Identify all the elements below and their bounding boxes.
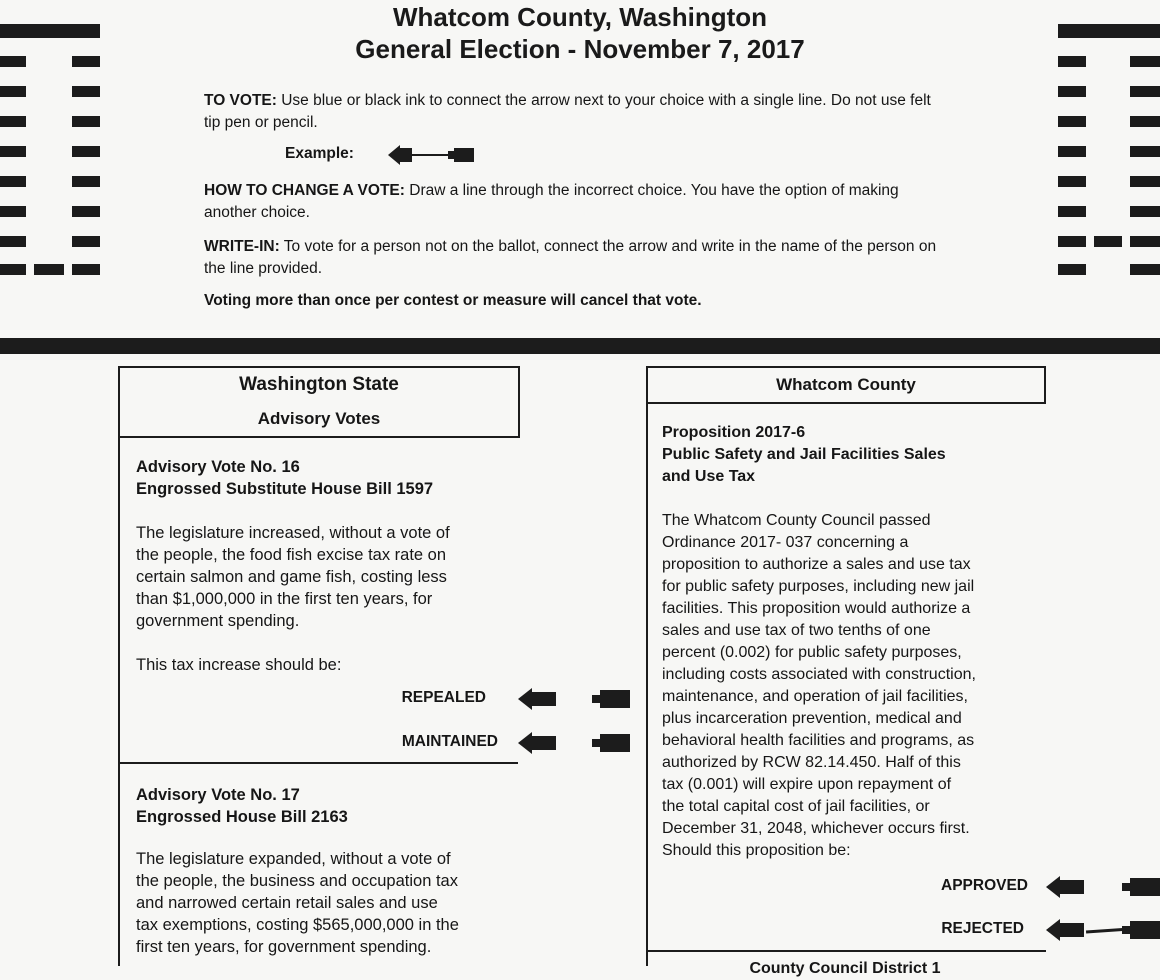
advisory-vote-17-text-line: and narrowed certain retail sales and use	[136, 894, 438, 912]
proposition-text-line: tax (0.001) will expire upon repayment of	[662, 776, 952, 793]
proposition-title-line: Proposition 2017-6	[662, 424, 806, 441]
proposition-text-line: proposition to authorize a sales and use tax	[662, 556, 971, 573]
advisory-vote-16-bill: Engrossed Substitute House Bill 1597	[136, 480, 434, 498]
to-vote-text: Use blue or black ink to connect the arrow next to your choice with a single line. Do not use felt tip pen or pencil.	[204, 92, 931, 131]
example-connected-arrow-icon	[388, 148, 474, 162]
proposition-2017-6	[662, 422, 1052, 862]
to-vote-label: TO VOTE:	[204, 92, 277, 109]
state-left-border	[118, 436, 120, 966]
proposition-text-line: including costs associated with construction,	[662, 666, 976, 683]
proposition-text-line: plus incarceration prevention, medical and	[662, 710, 962, 727]
proposition-text-line: The Whatcom County Council passed	[662, 512, 931, 529]
proposition-text-line: facilities. This proposition would authorize a	[662, 600, 971, 617]
proposition-text-line: authorized by RCW 82.14.450. Half of this	[662, 754, 961, 771]
proposition-title-line: and Use Tax	[662, 468, 756, 485]
advisory-vote-16-text-line: than $1,000,000 in the first ten years, for	[136, 590, 433, 608]
advisory-vote-17-title: Advisory Vote No. 17	[136, 786, 300, 804]
advisory-vote-17	[136, 784, 516, 958]
state-header: Washington State	[239, 374, 399, 395]
proposition-text-line: sales and use tax of two tenths of one	[662, 622, 931, 639]
option-approved-label: APPROVED	[941, 877, 1028, 894]
ballot-title-line1: Whatcom County, Washington	[392, 2, 768, 32]
proposition-text-line: percent (0.002) for public safety purposes,	[662, 644, 962, 661]
option-maintained-arrow-tail[interactable]	[600, 734, 630, 752]
write-in-text: To vote for a person not on the ballot, connect the arrow and write in the name of the person on the line provided.	[204, 238, 937, 277]
proposition-text-line: Ordinance 2017- 037 concerning a	[662, 534, 909, 551]
write-in-label: WRITE-IN:	[204, 238, 280, 255]
option-rejected-arrow[interactable]	[1046, 923, 1086, 937]
option-approved-arrow-tail[interactable]	[1130, 878, 1160, 896]
county-header: Whatcom County	[776, 375, 916, 394]
next-contest-header: County Council District 1	[749, 960, 941, 977]
proposition-text-line: behavioral health facilities and programs, as	[662, 732, 975, 749]
option-rejected-label: REJECTED	[941, 920, 1024, 937]
ballot-title-line2: General Election - November 7, 2017	[355, 34, 805, 64]
proposition-title-line: Public Safety and Jail Facilities Sales	[662, 446, 946, 463]
state-header-box	[118, 366, 520, 404]
advisory-subheader: Advisory Votes	[257, 409, 381, 428]
option-approved-arrow[interactable]	[1046, 880, 1086, 894]
contest-divider	[646, 950, 1046, 952]
option-repealed-label: REPEALED	[401, 689, 486, 706]
option-rejected-arrow-tail[interactable]	[1130, 921, 1160, 939]
advisory-vote-16-text-line: certain salmon and game fish, costing less	[136, 568, 447, 586]
county-header-box	[646, 366, 1046, 404]
proposition-text-line: Should this proposition be:	[662, 842, 851, 859]
advisory-vote-16-title: Advisory Vote No. 16	[136, 458, 300, 476]
advisory-subheader-box	[118, 402, 520, 438]
to-vote-instruction	[204, 90, 944, 134]
advisory-vote-16-text-line: the people, the food fish excise tax rate on	[136, 546, 447, 564]
proposition-text-line: December 31, 2048, whichever occurs first.	[662, 820, 970, 837]
advisory-vote-17-text-line: The legislature expanded, without a vote of	[136, 850, 451, 868]
option-repealed-arrow[interactable]	[518, 692, 558, 706]
option-repealed-arrow-tail[interactable]	[600, 690, 630, 708]
advisory-vote-17-text-line: first ten years, for government spending.	[136, 938, 432, 956]
change-vote-text: Draw a line through the incorrect choice. You have the option of making another choice.	[204, 182, 899, 221]
proposition-text-line: the total capital cost of jail facilities, or	[662, 798, 930, 815]
example-label: Example:	[285, 145, 354, 162]
proposition-text-line: maintenance, and operation of jail facilities,	[662, 688, 968, 705]
proposition-text-line: for public safety purposes, including new jail	[662, 578, 975, 595]
option-maintained-label: MAINTAINED	[401, 733, 498, 750]
change-vote-label: HOW TO CHANGE A VOTE:	[204, 182, 405, 199]
write-in-instruction	[204, 236, 944, 280]
advisory-vote-16	[136, 456, 516, 676]
change-vote-instruction	[204, 180, 944, 224]
overvote-warning: Voting more than once per contest or measure will cancel that vote.	[204, 292, 702, 309]
contest-divider	[118, 762, 518, 764]
advisory-vote-17-text-line: the people, the business and occupation tax	[136, 872, 458, 890]
option-maintained-arrow[interactable]	[518, 736, 558, 750]
advisory-vote-17-text-line: tax exemptions, costing $565,000,000 in the	[136, 916, 459, 934]
county-left-border	[646, 402, 648, 966]
header-divider	[0, 338, 1160, 354]
advisory-vote-17-bill: Engrossed House Bill 2163	[136, 808, 348, 826]
advisory-vote-16-question: This tax increase should be:	[136, 656, 342, 674]
advisory-vote-16-text-line: The legislature increased, without a vote of	[136, 524, 450, 542]
advisory-vote-16-text-line: government spending.	[136, 612, 300, 630]
